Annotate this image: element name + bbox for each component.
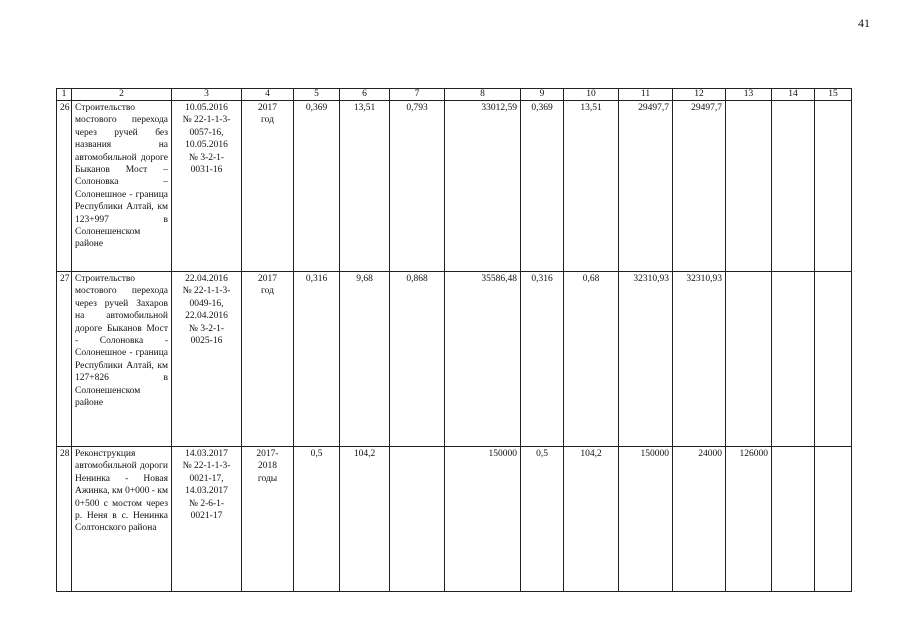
column-header: 1 [57,89,72,101]
cell-col14 [772,272,815,447]
cell-col15 [815,447,852,592]
header-row [57,89,852,101]
cell-col11: 29497,7 [619,101,673,272]
column-header: 4 [242,89,294,101]
column-header: 2 [72,89,172,101]
column-header: 15 [815,89,852,101]
data-table [56,88,852,592]
cell-col6: 104,2 [340,447,390,592]
page-number: 41 [858,16,870,30]
table-row [57,272,852,447]
cell-col11: 32310,93 [619,272,673,447]
cell-col10: 13,51 [564,101,619,272]
table-row [57,447,852,592]
cell-col12: 29497,7 [673,101,726,272]
cell-col12: 32310,93 [673,272,726,447]
cell-col13: 126000 [726,447,772,592]
cell-col10: 0,68 [564,272,619,447]
column-header: 3 [172,89,242,101]
cell-col9: 0,369 [521,101,564,272]
cell-col15 [815,272,852,447]
object-name: Строительство мостового перехода через ручей Захаров на автомобильной дороге Быканов Мост - Солоновка - Солонешное - граница Республики Алтай, км 127+826 в Солонешенском районе [72,272,172,447]
construction-period: 2017- 2018 годы [242,447,294,592]
column-header: 13 [726,89,772,101]
cell-col6: 9,68 [340,272,390,447]
row-number: 27 [57,272,72,447]
column-header: 10 [564,89,619,101]
column-header: 6 [340,89,390,101]
cell-col13 [726,272,772,447]
row-number: 28 [57,447,72,592]
cell-col8: 33012,59 [445,101,521,272]
cell-col11: 150000 [619,447,673,592]
object-name: Строительство мостового перехода через ручей без названия на автомобильной дороге Быканов Мост – Солоновка – Солонешное - граница Республики Алтай, км 123+997 в Солонешенском районе [72,101,172,272]
cell-col14 [772,101,815,272]
cell-col7 [390,447,445,592]
cell-col12: 24000 [673,447,726,592]
column-header: 5 [294,89,340,101]
permit-details: 14.03.2017 № 22-1-1-3- 0021-17, 14.03.2017 № 2-6-1- 0021-17 [172,447,242,592]
cell-col7: 0,793 [390,101,445,272]
cell-col9: 0,316 [521,272,564,447]
column-header: 12 [673,89,726,101]
cell-col14 [772,447,815,592]
permit-details: 10.05.2016 № 22-1-1-3- 0057-16, 10.05.2016 № 3-2-1- 0031-16 [172,101,242,272]
row-number: 26 [57,101,72,272]
cell-col5: 0,369 [294,101,340,272]
cell-col7: 0,868 [390,272,445,447]
permit-details: 22.04.2016 № 22-1-1-3- 0049-16, 22.04.2016 № 3-2-1- 0025-16 [172,272,242,447]
cell-col10: 104,2 [564,447,619,592]
construction-period: 2017 год [242,101,294,272]
column-header: 8 [445,89,521,101]
cell-col13 [726,101,772,272]
cell-col8: 35586,48 [445,272,521,447]
cell-col8: 150000 [445,447,521,592]
column-header: 11 [619,89,673,101]
cell-col5: 0,5 [294,447,340,592]
cell-col9: 0,5 [521,447,564,592]
object-name: Реконструкция автомобильной дороги Ненинка - Новая Ажинка, км 0+000 - км 0+500 с мостом через р. Неня в с. Ненинка Солтонского района [72,447,172,592]
construction-period: 2017 год [242,272,294,447]
cell-col15 [815,101,852,272]
cell-col6: 13,51 [340,101,390,272]
cell-col5: 0,316 [294,272,340,447]
table-row [57,101,852,272]
column-header: 7 [390,89,445,101]
column-header: 14 [772,89,815,101]
column-header: 9 [521,89,564,101]
